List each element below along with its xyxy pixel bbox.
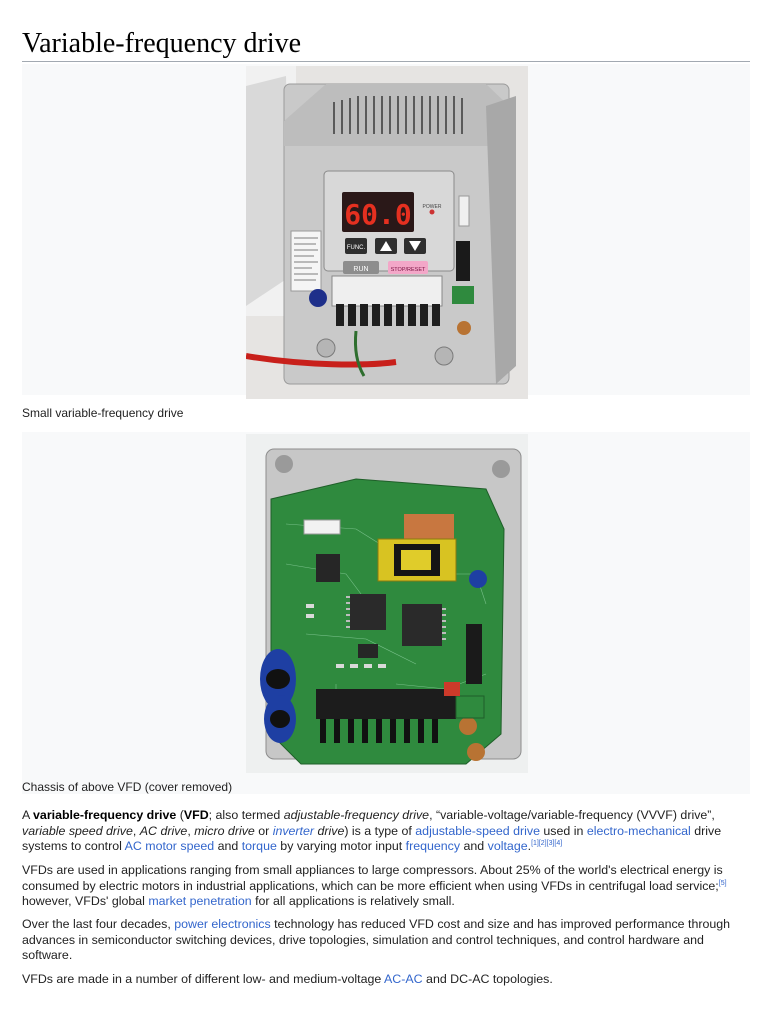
link-ac-motor[interactable]: AC motor (124, 839, 177, 853)
link-frequency[interactable]: frequency (405, 839, 461, 853)
lcd-readout: 60.0 (344, 198, 412, 231)
applications-paragraph (22, 863, 750, 910)
reference-marker[interactable]: [5] (718, 879, 727, 887)
intro-paragraph (22, 808, 750, 855)
text: technology has reduced VFD cost and size and has improved performance through advances in semiconductor switching devices, drive topologies, simulation and control techniques, and control hardware and software. (22, 917, 731, 962)
text: by varying motor input (276, 839, 406, 853)
link-electro-mechanical[interactable]: electro-mechanical (586, 823, 691, 838)
run-button-label: RUN (353, 266, 369, 273)
history-paragraph (22, 917, 750, 964)
figure-vfd-chassis (22, 432, 750, 794)
link-power-electronics[interactable]: power electronics (174, 917, 271, 931)
text: drive systems to control (22, 823, 722, 853)
text: , (187, 823, 195, 838)
text: for all applications is relatively small. (251, 894, 455, 908)
figure-small-vfd (22, 64, 750, 395)
italic-term: AC drive (139, 823, 188, 838)
text: ( (176, 808, 184, 822)
stop-button-label: STOP/RESET (390, 267, 426, 273)
italic-term: micro drive (194, 823, 255, 838)
link-torque[interactable]: torque (241, 839, 277, 853)
title-divider (22, 61, 750, 62)
text: or (254, 823, 273, 838)
text: Over the last four decades, (22, 917, 175, 931)
link-adjustable-speed-drive[interactable]: adjustable-speed drive (415, 823, 540, 838)
figure-caption: Small variable-frequency drive (22, 406, 184, 420)
text: , (132, 823, 140, 838)
link-inverter[interactable]: inverter (272, 823, 315, 838)
page-title: Variable-frequency drive (22, 28, 302, 59)
bold-term: VFD (183, 808, 209, 822)
text: VFDs are used in applications ranging from small appliances to large compressors. About 25% of the world's electrical energy is consumed by electric motors in industrial applications, which can be more efficient when using VFDs in centrifugal load service; (22, 863, 723, 893)
chassis-photo[interactable] (246, 434, 528, 773)
reference-marker[interactable]: [1][2][3][4] (531, 839, 563, 847)
italic-term: variable speed drive (22, 823, 133, 838)
italic-term: adjustable-frequency drive (283, 808, 430, 822)
bold-term: variable-frequency drive (33, 808, 177, 822)
italic-term: drive (314, 823, 345, 838)
vfd-illustration (246, 66, 528, 399)
text: and (214, 839, 242, 853)
link-speed[interactable]: speed (180, 839, 215, 853)
text: , “variable-voltage/variable-frequency (VVVF) drive”, (429, 808, 715, 822)
link-market-penetration[interactable]: market penetration (148, 894, 252, 908)
link-voltage[interactable]: voltage (487, 839, 528, 853)
figure-caption: Chassis of above VFD (cover removed) (22, 780, 233, 794)
text: ) is a type of (344, 823, 416, 838)
topologies-paragraph (22, 972, 750, 988)
func-button-label: FUNC. (346, 245, 366, 251)
text: used in (539, 823, 587, 838)
power-label: POWER (422, 204, 442, 210)
text: however, VFDs' global (22, 894, 149, 908)
link-ac-ac[interactable]: AC-AC (384, 972, 423, 986)
vfd-photo[interactable] (246, 66, 528, 399)
pcb-illustration (246, 434, 528, 773)
text: . (527, 839, 532, 853)
text: VFDs are made in a number of different low- and medium-voltage (22, 972, 385, 986)
text: and DC-AC topologies. (422, 972, 553, 986)
text: and (460, 839, 488, 853)
text: ; also termed (208, 808, 284, 822)
text: A (22, 808, 34, 822)
